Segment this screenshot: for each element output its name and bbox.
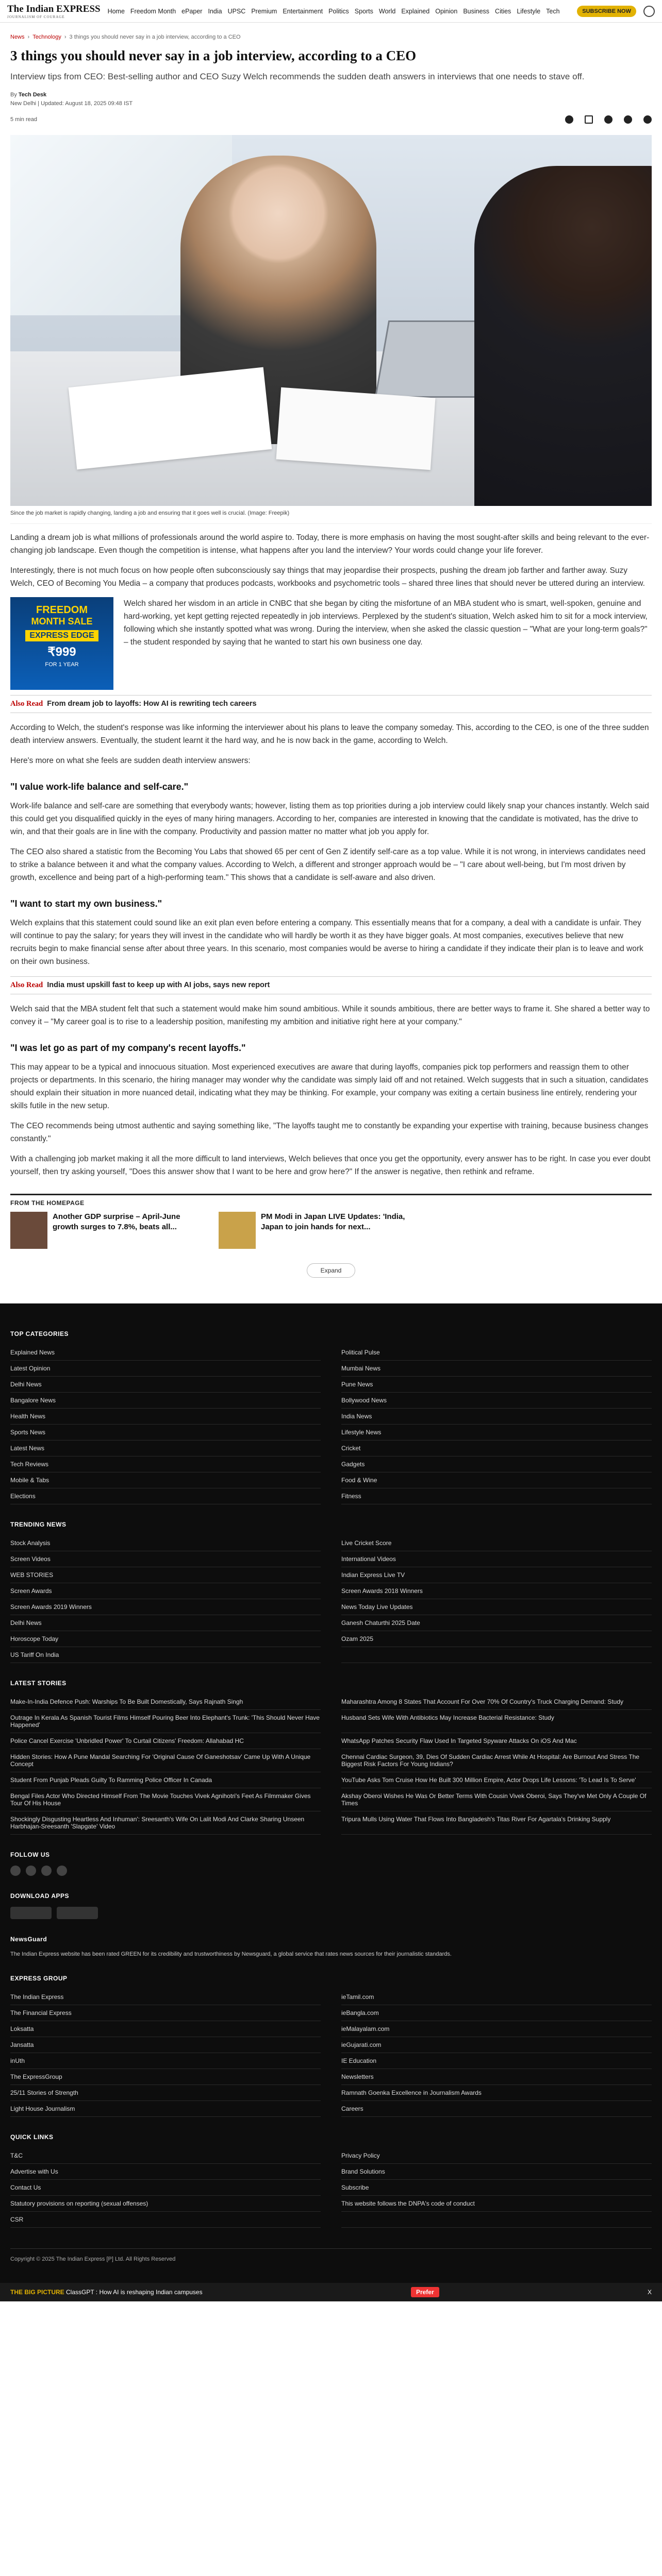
top-navbar [0,0,662,23]
latest-story-link[interactable]: Husband Sets Wife With Antibiotics May Increase Bacterial Resistance: Study [341,1710,652,1733]
quick-link[interactable]: Subscribe [341,2180,652,2196]
category-link[interactable]: Latest Opinion [10,1361,321,1377]
paragraph: The CEO also shared a statistic from the Becoming You Labs that showed 65 per cent of Gen Z identify self-care as a top value. While it is not wrong, in interviews candidates need to strike a balance between it and what the company values. According to Welch, a different and stronger approach would be – "I care about well-being, but I'm most driven by growth, excellence and being part of a high-performing team." This shows that a candidate is self-aware and also driven. [10,848,646,882]
article-body [10,531,652,1178]
quick-link[interactable]: CSR [10,2212,321,2228]
paragraph: Interestingly, there is not much focus on how people often subconsciously say things that may jeopardise their prospects, pushing the dream job farther and farther away. Suzy Welch, CEO of Becoming You Media – a company that produces podcasts, workbooks and psychometric tools – shared three lines that should never be uttered during an interview. [10,566,645,588]
category-link[interactable]: Latest News [10,1440,321,1456]
latest-story-link[interactable]: Police Cancel Exercise 'Unbridled Power' To Curtail Citizens' Freedom: Allahabad HC [10,1733,321,1749]
category-link[interactable]: Bollywood News [341,1393,652,1409]
nav-item[interactable]: Premium [251,7,277,15]
prefer-button[interactable]: Prefer [411,2287,439,2297]
group-link[interactable]: Light House Journalism [10,2101,321,2117]
trending-link[interactable]: Screen Videos [10,1551,321,1567]
nav-item[interactable]: World [378,7,396,15]
latest-story-link[interactable]: Chennai Cardiac Surgeon, 39, Dies Of Sudden Cardiac Arrest While At Hospital: Are Burnout And Stress The Biggest Risk Factors For Young Indians? [341,1749,652,1772]
group-link[interactable]: The Financial Express [10,2005,321,2021]
category-link[interactable]: Elections [10,1488,321,1504]
trending-link[interactable]: Screen Awards [10,1583,321,1599]
nav-item[interactable]: Sports [354,7,373,15]
homepage-card[interactable]: PM Modi in Japan LIVE Updates: 'India, Japan to join hands for next... [219,1212,415,1249]
nav-item[interactable]: ePaper [181,7,203,15]
category-link[interactable]: Tech Reviews [10,1456,321,1472]
trending-link[interactable]: Ozam 2025 [341,1631,652,1647]
category-link[interactable]: Mobile & Tabs [10,1472,321,1488]
paragraph: Here's more on what she feels are sudden death interview answers: [10,756,251,765]
group-link[interactable]: Loksatta [10,2021,321,2037]
latest-story-link[interactable]: Tripura Mulls Using Water That Flows Into Bangladesh's Titas River For Agartala's Drinking Supply [341,1811,652,1835]
nav-item[interactable]: Entertainment [283,7,323,15]
trending-link[interactable] [341,1647,652,1663]
facebook-icon[interactable] [585,115,593,124]
site-logo[interactable]: The Indian EXPRESS JOURNALISM OF COURAGE [7,3,101,19]
trending-link[interactable]: International Videos [341,1551,652,1567]
group-link[interactable]: ieBangla.com [341,2005,652,2021]
category-link[interactable]: Gadgets [341,1456,652,1472]
trending-link[interactable]: Stock Analysis [10,1535,321,1551]
paragraph: Welch shared her wisdom in an article in CNBC that she began by citing the misfortune of an MBA student who is smart, well-spoken, genuine and hard-working, yet kept getting rejected repeatedly in job interviews. Perplexed by the student's situation, Welch asked him to sit for a mock interview, following which she instantly spotted what was wrong. During the interview, when she asked the classic question – "What are your long-term goals?" – the student responded by saying that he wanted to start his own business one day. [124,599,648,647]
breadcrumb-news[interactable]: News [10,34,25,40]
byline: By Tech Desk New Delhi | Updated: August 18, 2025 09:48 IST [10,92,133,107]
latest-story-link[interactable]: Student From Punjab Pleads Guilty To Ramming Police Officer In Canada [10,1772,321,1788]
group-link[interactable]: inUth [10,2053,321,2069]
nav-item[interactable]: Business [463,7,490,15]
category-link[interactable]: Cricket [341,1440,652,1456]
latest-story-link[interactable]: Maharashtra Among 8 States That Account For Over 70% Of Country's Truck Charging Demand: Study [341,1694,652,1710]
x-icon[interactable] [26,1866,36,1876]
article-subhead: Interview tips from CEO: Best-selling author and CEO Suzy Welch recommends the sudden death answers in interviews that one needs to stave off. [10,72,585,81]
main-nav [108,8,570,15]
section-heading: "I was let go as part of my company's recent layoffs." [10,1043,246,1053]
latest-story-link[interactable]: YouTube Asks Tom Cruise How He Built 300 Million Empire, Actor Drops Life Lessons: 'To Lead Is To Serve' [341,1772,652,1788]
category-link[interactable]: Mumbai News [341,1361,652,1377]
copyright: Copyright © 2025 The Indian Express [P] Ltd. All Rights Reserved [10,2248,652,2262]
sticky-bar[interactable]: THE BIG PICTURE ClassGPT : How AI is reshaping Indian campuses Prefer X [0,2283,662,2301]
trending-link[interactable]: WEB STORIES [10,1567,321,1583]
category-link[interactable]: India News [341,1409,652,1425]
youtube-icon[interactable] [57,1866,67,1876]
breadcrumb-technology[interactable]: Technology [32,34,61,40]
latest-story-link[interactable]: Akshay Oberoi Wishes He Was Or Better Terms With Cousin Vivek Oberoi, Says They've Met Only A Couple Of Times [341,1788,652,1811]
nav-item[interactable]: UPSC [227,7,246,15]
paragraph: Landing a dream job is what millions of professionals around the world aspire to. Today, there is more emphasis on having the most sought-after skills and being relevant to the ever-changing job landscape. Even though the competition is intense, what happens after you land the interview? Your words could change your life forever. [10,533,650,555]
nav-item[interactable]: India [208,7,222,15]
quick-link[interactable]: This website follows the DNPA's code of conduct [341,2196,652,2212]
image-caption: Since the job market is rapidly changing, landing a job and ensuring that it goes well is crucial. (Image: Freepik) [10,506,652,524]
group-link[interactable]: ieTamil.com [341,1989,652,2005]
close-icon[interactable]: X [647,2289,652,2296]
also-read-link[interactable]: Also Read From dream job to layoffs: How AI is rewriting tech careers [10,695,652,713]
group-link[interactable]: Careers [341,2101,652,2117]
group-link[interactable]: The ExpressGroup [10,2069,321,2085]
category-link[interactable]: Bangalore News [10,1393,321,1409]
x-icon[interactable] [604,115,613,124]
group-link[interactable]: Newsletters [341,2069,652,2085]
category-link[interactable]: Health News [10,1409,321,1425]
footer: TOP CATEGORIES Explained News Political Pulse Latest Opinion Mumbai News Delhi News Pune News Bangalore News Bollywood News Health News India News Sports News Lifestyle News Latest News Cricket Tech Reviews Gadgets Mobile & Tabs Food & Wine Elections Fitness TRENDING NEWS Stock Analysis Live Cricket Score Screen Videos International Videos WEB STORIES Indian Express Live TV Screen Awards Screen Awards 2018 Winners Screen Awards 2019 Winners News Today Live Updates Delhi News Ganesh Chaturthi 2025 Date Horoscope Today Ozam 2025 US Tariff On India LATEST STORIES Make-In-India Defence Push: Warships To Be Built Domestically, Says Rajnath Singh Maharashtra Among 8 States That Account For Over 70% Of Country's Truck Charging Demand: Study Outrage In Kerala As Spanish Tourist Films Himself Pouring Beer Into Elephant's Trunk: 'This Should Never Have Happened' Husband Sets Wife With Antibiotics May Increase Bacterial Resistance: Study Police Cancel Exercise 'Unbridled Power' To Curtail Citizens' Freedom: Allahabad HC WhatsApp Patches Security Flaw Used In Targeted Spyware Attacks On iOS And Mac Hidden Stories: How A Pune Mandal Searching For 'Original Cause Of Ganeshotsav' Came Up With A Unique Concept Chennai Cardiac Surgeon, 39, Dies Of Sudden Cardiac Arrest While At Hospital: Are Burnout And Stress The Biggest Risk Factors For Young Indians? Student From Punjab Pleads Guilty To Ramming Police Officer In Canada YouTube Asks Tom Cruise How He Built 300 Million Empire, Actor Drops Life Lessons: 'To Lead Is To Serve' Bengal Files Actor Who Directed Himself From The Movie Touches Vivek Agnihotri's Feet As Filmmaker Gives Tour Of His House Akshay Oberoi Wishes He Was Or Better Terms With Cousin Vivek Oberoi, Says They've Met Only A Couple Of Times Shockingly Disgusting Heartless And Inhuman': Sreesanth's Wife On Lalit Modi And Clarke Sharing Unseen Harbhajan-Sreesanth 'Slapgate' Video Tripura Mulls Using Water That Flows Into Bangladesh's Titas River For Agartala's Drinking Supply FOLLOW US DOWNLOAD APPS NewsGuard The Indian Express website has been rated GREEN for its credibility and trustworthiness by Newsguard, a global service that rates news sources for their journalistic standards. EXPRESS GROUP The Indian Express ieTamil.com The Financial Express ieBangla.com Loksatta ieMalayalam.com Jansatta ieGujarati.com inUth IE Education The ExpressGroup Newsletters 25/11 Stories of Strength Ramnath Goenka Excellence in Journalism Awards Light House Journalism Careers QUICK LINKS T&C Privacy Policy Advertise with Us Brand Solutions Contact Us Subscribe Statutory provisions on reporting (sexual offenses) This website follows the DNPA's code of conduct CSR Copyright © 2025 The Indian Express [P] Ltd. All Rights Reserved [0,1303,662,2283]
nav-item[interactable]: Home [107,7,125,15]
breadcrumb: News › Technology › 3 things you should never say in a job interview, according to a CEO [10,34,241,40]
nav-item[interactable]: Cities [495,7,511,15]
hero-image [10,135,652,506]
whatsapp-icon[interactable] [565,115,573,124]
paragraph: Work-life balance and self-care are something that everybody wants; however, listing them as top priorities during a job interview could likely snap your chances instantly. Welch said this could get you disqualified quickly in the eyes of many hiring managers. According to her, companies are interested in knowing that the candidate is motivated, has the drive to win, and that their goals are in line with the company. Productivity and passion matter no matter what job you apply for. [10,802,649,836]
newsguard-title: NewsGuard [10,1936,47,1943]
facebook-icon[interactable] [10,1866,21,1876]
group-link[interactable]: Ramnath Goenka Excellence in Journalism Awards [341,2085,652,2101]
category-link[interactable]: Fitness [341,1488,652,1504]
subscribe-button[interactable]: SUBSCRIBE NOW [577,6,636,17]
category-link[interactable]: Political Pulse [341,1345,652,1361]
trending-link[interactable]: News Today Live Updates [341,1599,652,1615]
quick-link[interactable] [341,2212,652,2228]
quick-link[interactable]: Contact Us [10,2180,321,2196]
share-bar [565,115,652,124]
trending-link[interactable]: Live Cricket Score [341,1535,652,1551]
latest-story-link[interactable]: Hidden Stories: How A Pune Mandal Searching For 'Original Cause Of Ganeshotsav' Came Up With A Unique Concept [10,1749,321,1772]
nav-item[interactable]: Opinion [435,7,458,15]
from-homepage: FROM THE HOMEPAGE Another GDP surprise – April-June growth surges to 7.8%, beats all... PM Modi in Japan LIVE Updates: 'India, Japan to join hands for next... [10,1194,652,1249]
trending-link[interactable]: Delhi News [10,1615,321,1631]
app-store-button[interactable] [57,1907,98,1919]
category-link[interactable]: Explained News [10,1345,321,1361]
trending-link[interactable]: US Tariff On India [10,1647,321,1663]
latest-story-link[interactable]: Make-In-India Defence Push: Warships To Be Built Domestically, Says Rajnath Singh [10,1694,321,1710]
section-heading: "I value work-life balance and self-care." [10,782,189,792]
nav-item[interactable]: Tech [546,7,560,15]
article-title: 3 things you should never say in a job interview, according to a CEO [10,48,417,63]
homepage-card[interactable]: Another GDP surprise – April-June growth surges to 7.8%, beats all... [10,1212,206,1249]
nav-item[interactable]: Lifestyle [517,7,541,15]
also-read-link[interactable]: Also Read India must upskill fast to keep up with AI jobs, says new report [10,976,652,994]
trending-link[interactable]: Ganesh Chaturthi 2025 Date [341,1615,652,1631]
reddit-icon[interactable] [643,115,652,124]
trending-link[interactable]: Screen Awards 2018 Winners [341,1583,652,1599]
latest-story-link[interactable]: Shockingly Disgusting Heartless And Inhuman': Sreesanth's Wife On Lalit Modi And Clarke Sharing Unseen Harbhajan-Sreesanth 'Slapgate' Video [10,1811,321,1835]
instagram-icon[interactable] [41,1866,52,1876]
google-play-button[interactable] [10,1907,52,1919]
group-link[interactable]: ieGujarati.com [341,2037,652,2053]
quick-link[interactable]: T&C [10,2148,321,2164]
paragraph: Welch explains that this statement could sound like an exit plan even before entering a company. This essentially means that for a company, a deal with a candidate is unfair. They will continue to pay the salary; for years they will invest in the candidate who will hardly be worth it as they have bigger goals. At most companies, executives believe that new recruits begin to make financial sense after about three years. In this scenario, most companies would be averse to hiring a candidate if they indicate their plan is to leave and work on their own business. [10,919,643,966]
read-time: 5 min read [10,116,37,123]
trending-link[interactable]: Indian Express Live TV [341,1567,652,1583]
newsguard-text: The Indian Express website has been rated GREEN for its credibility and trustworthiness by Newsguard, a global service that rates news sources for their journalistic standards. [10,1951,452,1957]
category-link[interactable]: Food & Wine [341,1472,652,1488]
nav-item[interactable]: Explained [401,7,430,15]
social-icons [10,1866,652,1876]
category-link[interactable]: Delhi News [10,1377,321,1393]
breadcrumb-current: 3 things you should never say in a job interview, according to a CEO [69,34,241,40]
latest-story-link[interactable]: WhatsApp Patches Security Flaw Used In Targeted Spyware Attacks On iOS And Mac [341,1733,652,1749]
quick-link[interactable]: Privacy Policy [341,2148,652,2164]
latest-story-link[interactable]: Bengal Files Actor Who Directed Himself From The Movie Touches Vivek Agnihotri's Feet As Filmmaker Gives Tour Of His House [10,1788,321,1811]
section-heading: "I want to start my own business." [10,899,162,909]
paragraph: The CEO recommends being utmost authentic and saying something like, "The layoffs taught me to constantly be expanding your expertise with training, because business changes constantly." [10,1122,649,1143]
trending-link[interactable]: Screen Awards 2019 Winners [10,1599,321,1615]
group-link[interactable]: ieMalayalam.com [341,2021,652,2037]
quick-link[interactable]: Brand Solutions [341,2164,652,2180]
dateline: New Delhi | Updated: August 18, 2025 09:48 IST [10,100,133,107]
category-link[interactable]: Lifestyle News [341,1425,652,1440]
expand-button[interactable]: Expand [307,1263,356,1278]
user-icon[interactable] [643,6,655,17]
quick-link[interactable]: Advertise with Us [10,2164,321,2180]
category-link[interactable]: Pune News [341,1377,652,1393]
paragraph: According to Welch, the student's response was like informing the interviewer about his plans to leave the company someday. This, according to the CEO, is one of the three sudden death interview answers. Eventually, the student learnt it the hard way, and he is now back in the game, according to Welch. [10,723,649,745]
category-link[interactable]: Sports News [10,1425,321,1440]
nav-item[interactable]: Politics [328,7,349,15]
group-link[interactable]: 25/11 Stories of Strength [10,2085,321,2101]
quick-link[interactable]: Statutory provisions on reporting (sexual offenses) [10,2196,321,2212]
promo-banner[interactable]: FREEDOM MONTH SALE EXPRESS EDGE ₹999 FOR 1 YEAR [10,597,113,690]
trending-link[interactable]: Horoscope Today [10,1631,321,1647]
latest-story-link[interactable]: Outrage In Kerala As Spanish Tourist Films Himself Pouring Beer Into Elephant's Trunk: 'This Should Never Have Happened' [10,1710,321,1733]
paragraph: This may appear to be a typical and innocuous situation. Most experienced executives are aware that during layoffs, companies pick top performers and reassign them to other projects or departments. In this scenario, the hiring manager may wonder why the candidate was simply laid off and not retained. Welch suggests that in such a situation, candidates should explain their situation in more nuanced detail, indicating what they may be thinking. For example, your company was exiting a certain business line entirely, rendering your skills futile in the new setup. [10,1063,649,1110]
author-link[interactable]: Tech Desk [18,92,47,98]
group-link[interactable]: The Indian Express [10,1989,321,2005]
paragraph: Welch said that the MBA student felt that such a statement would make him sound ambitious. While it sounds ambitious, there are better ways to frame it. She shared a better way to convey it – "My career goal is to rise to a leadership position, manifesting my ambition and initiative right here at your company." [10,1005,650,1026]
email-icon[interactable] [624,115,632,124]
paragraph: With a challenging job market making it all the more difficult to land interviews, Welch believes that once you get the opportunity, every answer has to be right. In case you ever doubt yourself, then try asking yourself, "Does this answer show that I want to be here and grow here?" If the answer is negative, then rethink and reframe. [10,1155,651,1176]
group-link[interactable]: IE Education [341,2053,652,2069]
nav-item[interactable]: Freedom Month [130,7,176,15]
group-link[interactable]: Jansatta [10,2037,321,2053]
